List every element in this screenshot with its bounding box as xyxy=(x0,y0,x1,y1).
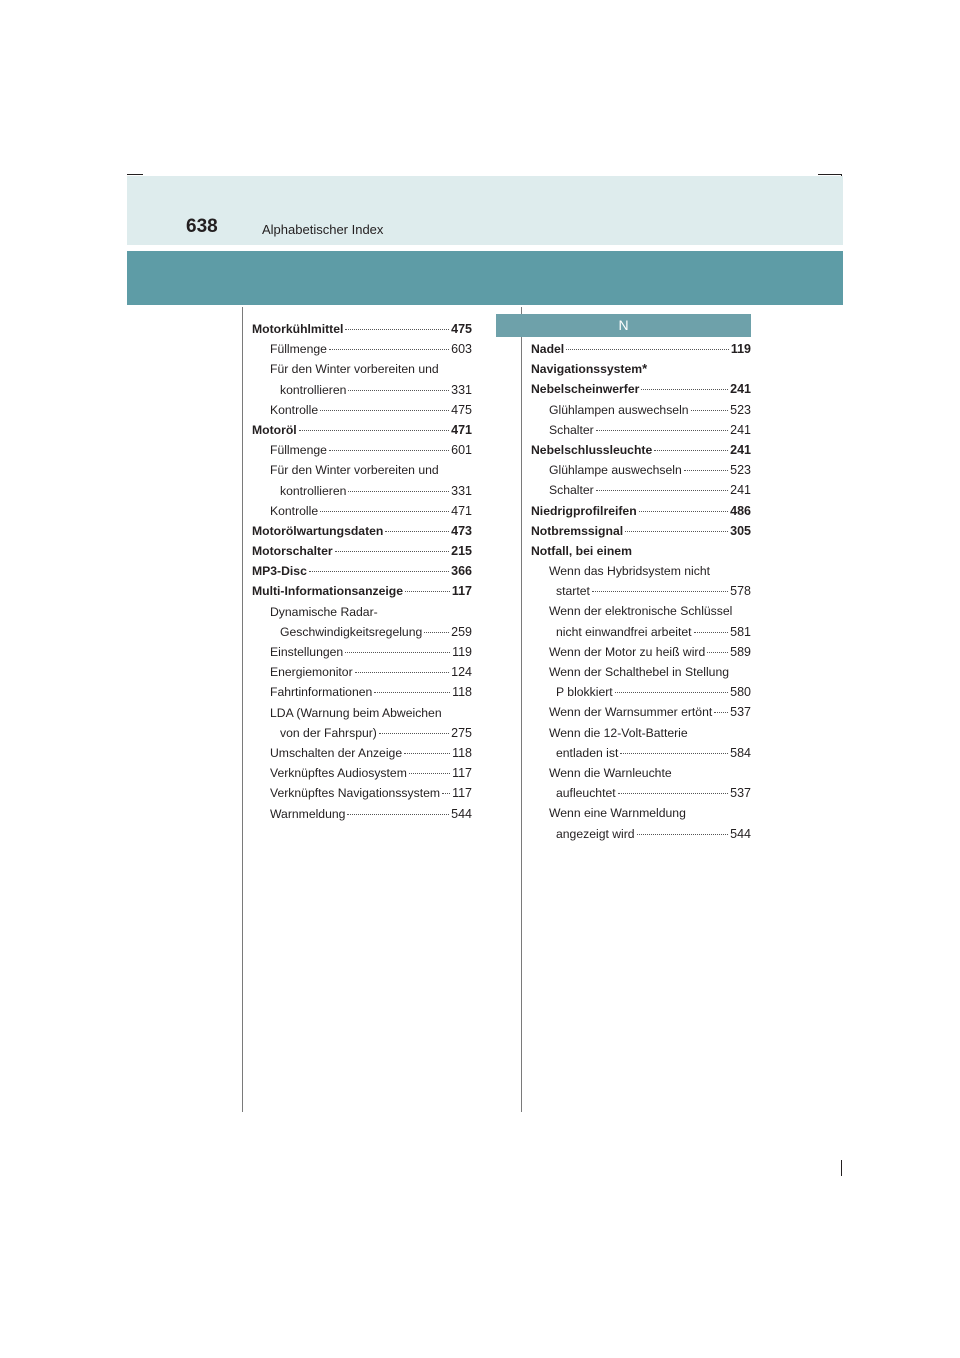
index-entry xyxy=(252,804,472,824)
index-entry-page: 578 xyxy=(730,584,751,599)
dot-leader xyxy=(309,570,449,572)
dot-leader xyxy=(596,489,728,491)
dot-leader xyxy=(625,530,728,532)
index-entry-page: 117 xyxy=(451,584,472,599)
index-entry-label: Wenn der elektronische Schlüssel xyxy=(549,604,733,619)
index-entry-label: nicht einwandfrei arbeitet xyxy=(556,624,692,639)
index-entry xyxy=(252,662,472,682)
dot-leader xyxy=(694,631,729,633)
dot-leader xyxy=(335,550,450,552)
index-entry-label: Schalter xyxy=(549,422,594,437)
dot-leader xyxy=(684,469,728,471)
index-entry xyxy=(531,339,751,359)
index-entry-page: 537 xyxy=(730,786,751,801)
index-entry xyxy=(252,521,472,541)
index-entry-page: 544 xyxy=(451,806,472,821)
index-entry xyxy=(531,642,751,662)
dot-leader xyxy=(329,449,449,451)
index-entry-page: 580 xyxy=(730,685,751,700)
index-entry-label: Nebelschlussleuchte xyxy=(531,442,653,457)
index-entry-page: 475 xyxy=(451,322,472,336)
index-entry-label: Motoröl xyxy=(252,422,297,437)
index-entry xyxy=(531,702,751,722)
index-entry-label: Für den Winter vorbereiten und xyxy=(270,463,439,478)
index-entry xyxy=(531,783,751,803)
dot-leader xyxy=(615,691,728,693)
index-entry-label: von der Fahrspur) xyxy=(280,725,377,740)
dot-leader xyxy=(329,348,449,350)
index-entry xyxy=(531,521,751,541)
index-entry xyxy=(531,662,751,682)
index-entry xyxy=(531,581,751,601)
index-entry xyxy=(252,481,472,501)
index-entry-page: 117 xyxy=(452,766,472,781)
dot-leader xyxy=(409,772,450,774)
dot-leader xyxy=(707,651,728,653)
index-entry-label: Verknüpftes Audiosystem xyxy=(270,766,407,781)
index-entry-label: Dynamische Radar- xyxy=(270,604,378,619)
column-rule-left xyxy=(242,307,243,1112)
index-entry xyxy=(252,682,472,702)
index-entry xyxy=(252,460,472,480)
index-entry-label: Wenn der Motor zu heiß wird xyxy=(549,644,706,659)
index-entry-label: Notbremssignal xyxy=(531,523,624,538)
index-entry-label: Füllmenge xyxy=(270,443,327,458)
index-entry-label: Multi-Informationsanzeige xyxy=(252,584,403,599)
index-entry-label: Wenn der Schalthebel in Stellung xyxy=(549,665,729,679)
index-entry-label: Kontrolle xyxy=(270,402,319,417)
dot-leader xyxy=(405,590,450,592)
index-entry xyxy=(531,803,751,823)
index-entry xyxy=(252,743,472,763)
index-entry-label: Wenn die 12-Volt-Batterie xyxy=(549,725,688,740)
index-entry-page: 331 xyxy=(451,382,472,397)
index-entry xyxy=(531,400,751,420)
index-entry-label: LDA (Warnung beim Abweichen xyxy=(270,705,442,720)
index-entry-page: 119 xyxy=(730,342,751,356)
dot-leader xyxy=(639,510,729,512)
dot-leader xyxy=(404,752,450,754)
dot-leader xyxy=(442,792,450,794)
dot-leader xyxy=(299,429,449,431)
index-entry xyxy=(252,783,472,803)
dot-leader xyxy=(592,590,728,592)
letter-heading: N xyxy=(496,314,751,337)
index-entry-label: P blokkiert xyxy=(556,685,613,700)
index-entry-page: 473 xyxy=(451,523,472,538)
index-entry-label: Niedrigprofilreifen xyxy=(531,503,637,518)
dot-leader xyxy=(320,409,449,411)
index-entry-page: 366 xyxy=(451,564,472,579)
dot-leader xyxy=(620,752,728,754)
index-entry xyxy=(252,642,472,662)
index-entry xyxy=(252,440,472,460)
dot-leader xyxy=(654,449,728,451)
index-entry xyxy=(531,682,751,702)
dot-leader xyxy=(424,631,449,633)
index-entry xyxy=(531,440,751,460)
index-entry xyxy=(531,379,751,399)
index-entry-page: 581 xyxy=(730,624,751,639)
dot-leader xyxy=(348,389,449,391)
index-entry-page: 544 xyxy=(730,826,751,841)
index-entry-page: 603 xyxy=(451,342,472,357)
index-entry-page: 119 xyxy=(452,645,472,659)
dot-leader xyxy=(348,490,449,492)
index-entry-label: Wenn eine Warnmeldung xyxy=(549,806,686,821)
dot-leader xyxy=(355,671,449,673)
index-entry-page: 471 xyxy=(451,503,472,518)
index-entry-label: Nadel xyxy=(531,342,565,356)
index-entry xyxy=(252,763,472,783)
index-entry-label: kontrollieren xyxy=(280,483,347,498)
index-entry-label: Wenn die Warnleuchte xyxy=(549,765,672,780)
index-entry xyxy=(252,380,472,400)
index-entry xyxy=(252,359,472,379)
index-entry xyxy=(252,541,472,561)
dot-leader xyxy=(596,429,728,431)
index-entry-label: MP3-Disc xyxy=(252,564,307,579)
index-entry xyxy=(252,400,472,420)
index-entry-label: Motorölwartungsdaten xyxy=(252,523,384,538)
index-entry-label: Glühlampen auswechseln xyxy=(549,402,689,417)
dot-leader xyxy=(618,792,729,794)
dot-leader xyxy=(320,510,449,512)
index-entry xyxy=(252,561,472,581)
header-accent-band xyxy=(127,251,843,305)
index-entry xyxy=(531,480,751,500)
index-entry-label: Motorschalter xyxy=(252,544,333,559)
index-entry-label: Motorkühlmittel xyxy=(252,322,344,336)
index-entry-label: Wenn der Warnsummer ertönt xyxy=(549,705,713,720)
index-entry-label: Schalter xyxy=(549,483,594,498)
index-entry xyxy=(531,743,751,763)
index-entry xyxy=(531,622,751,642)
index-entry-page: 241 xyxy=(730,442,751,457)
index-entry xyxy=(531,420,751,440)
page-number: 638 xyxy=(186,216,218,237)
index-entry-page: 241 xyxy=(730,422,751,437)
index-entry-label: Fahrtinformationen xyxy=(270,685,373,700)
index-entry-label: Verknüpftes Navigationssystem xyxy=(270,786,441,801)
index-entry-page: 486 xyxy=(730,503,751,518)
index-entry-page: 118 xyxy=(452,745,472,760)
index-entry-page: 275 xyxy=(451,725,472,740)
index-column-left xyxy=(252,319,472,824)
index-entry xyxy=(252,581,472,601)
index-entry-page: 124 xyxy=(451,665,472,680)
index-entry-page: 523 xyxy=(730,402,751,417)
dot-leader xyxy=(347,813,449,815)
index-entry-label: kontrollieren xyxy=(280,382,347,397)
dot-leader xyxy=(385,530,449,532)
index-entry-label: Einstellungen xyxy=(270,645,344,659)
index-entry: Navigationssystem * xyxy=(531,359,751,379)
index-entry-label: startet xyxy=(556,584,590,599)
index-entry xyxy=(252,602,472,622)
index-entry xyxy=(252,339,472,359)
index-entry-label: Geschwindigkeitsregelung xyxy=(280,624,423,639)
index-entry xyxy=(252,501,472,521)
index-entry-label: aufleuchtet xyxy=(556,786,616,801)
index-entry xyxy=(252,723,472,743)
index-entry-page: 241 xyxy=(730,483,751,498)
index-entry xyxy=(531,501,751,521)
index-entry-label: angezeigt wird xyxy=(556,826,635,841)
index-entry-label: entladen ist xyxy=(556,745,619,760)
index-entry xyxy=(531,601,751,621)
index-entry xyxy=(531,460,751,480)
index-entry-page: 471 xyxy=(451,422,472,437)
index-entry-page: 118 xyxy=(452,685,472,700)
index-entry-page: 589 xyxy=(730,644,751,659)
column-rule-right xyxy=(521,307,522,1112)
index-entry-label: Nebelscheinwerfer xyxy=(531,382,640,397)
dot-leader xyxy=(641,388,728,390)
index-entry xyxy=(531,824,751,844)
index-entry-page: 331 xyxy=(451,483,472,498)
index-entry-page: 215 xyxy=(451,544,472,559)
index-entry xyxy=(531,561,751,581)
index-entry xyxy=(252,420,472,440)
index-entry-page: 305 xyxy=(730,523,751,538)
index-entry-page: 117 xyxy=(452,786,472,801)
dot-leader xyxy=(566,348,729,350)
dot-leader xyxy=(345,651,450,653)
index-entry xyxy=(252,703,472,723)
index-column-right xyxy=(531,339,751,844)
crop-mark-top-right xyxy=(818,174,842,175)
index-entry-label: Umschalten der Anzeige xyxy=(270,745,403,760)
index-entry-label: Energiemonitor xyxy=(270,665,353,680)
index-entry-label: Kontrolle xyxy=(270,503,319,518)
dot-leader xyxy=(379,732,449,734)
index-entry xyxy=(531,723,751,743)
index-entry xyxy=(252,622,472,642)
index-entry-page: 523 xyxy=(730,463,751,478)
index-entry-page: 475 xyxy=(451,402,472,417)
dot-leader xyxy=(345,328,449,330)
index-entry-label: Notfall, bei einem xyxy=(531,543,632,558)
dot-leader xyxy=(637,833,729,835)
index-entry-label: Für den Winter vorbereiten und xyxy=(270,362,439,377)
dot-leader xyxy=(374,691,450,693)
crop-mark-bottom-right xyxy=(841,1160,842,1176)
index-entry xyxy=(531,541,751,561)
index-entry-label: Füllmenge xyxy=(270,342,327,357)
index-entry-page: 537 xyxy=(730,705,751,720)
index-entry-label: Wenn das Hybridsystem nicht xyxy=(549,564,710,579)
header-band xyxy=(127,176,843,245)
index-entry-label: Glühlampe auswechseln xyxy=(549,463,682,478)
index-entry xyxy=(252,319,472,339)
index-entry-label: Warnmeldung xyxy=(270,806,346,821)
section-title: Alphabetischer Index xyxy=(262,222,384,237)
index-entry-page: 601 xyxy=(451,443,472,458)
index-entry-page: 259 xyxy=(451,624,472,639)
index-entry-page: 584 xyxy=(730,745,751,760)
crop-mark-top-left xyxy=(127,174,143,175)
index-entry xyxy=(531,763,751,783)
index-entry-label: Navigationssystem xyxy=(531,362,643,377)
index-entry-page: 241 xyxy=(730,382,751,397)
dot-leader xyxy=(691,409,729,411)
dot-leader xyxy=(714,711,728,713)
